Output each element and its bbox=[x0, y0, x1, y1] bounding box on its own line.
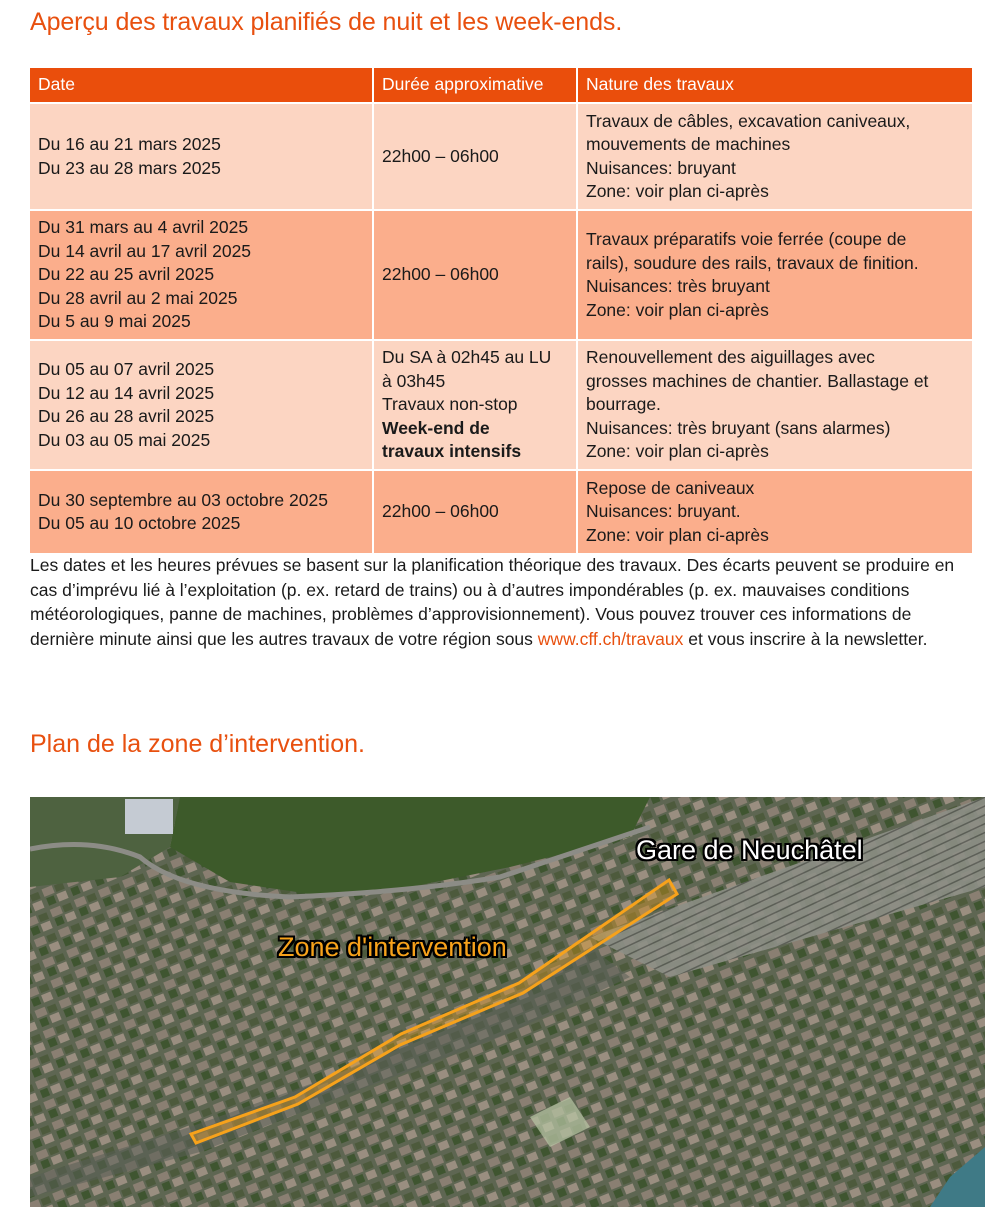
duration-cell bbox=[374, 211, 578, 341]
nature-text: Travaux préparatifs voie ferrée (coupe de bbox=[586, 229, 907, 249]
works-schedule-table bbox=[30, 68, 972, 555]
map-section-title: Plan de la zone d’intervention. bbox=[30, 730, 365, 758]
duration-emphasis: Week-end de bbox=[382, 417, 490, 438]
date-range: Du 28 avril au 2 mai 2025 bbox=[38, 287, 238, 308]
nature-text: bourrage. bbox=[586, 394, 661, 415]
date-range: Du 12 au 14 avril 2025 bbox=[38, 382, 215, 403]
date-cell bbox=[30, 471, 374, 555]
zone-label: Zone d'intervention bbox=[278, 932, 507, 962]
duration-cell bbox=[374, 341, 578, 471]
nature-cell bbox=[578, 471, 972, 555]
nature-cell bbox=[578, 211, 972, 341]
date-range: Du 16 au 21 mars 2025 bbox=[38, 134, 221, 154]
column-header-nature: Nature des travaux bbox=[578, 68, 972, 104]
date-cell bbox=[30, 211, 374, 341]
nature-text: Nuisances: bruyant bbox=[586, 157, 736, 178]
date-range: Du 05 au 10 octobre 2025 bbox=[38, 513, 241, 533]
table-header-row bbox=[30, 68, 972, 104]
date-range: Du 22 au 25 avril 2025 bbox=[38, 264, 215, 285]
table-row bbox=[30, 341, 972, 471]
nature-text: Nuisances: très bruyant (sans alarmes) bbox=[586, 417, 891, 438]
cff-travaux-link[interactable]: www.cff.ch/travaux bbox=[537, 628, 684, 649]
nature-text: Nuisances: très bruyant bbox=[586, 276, 770, 296]
date-range: Du 23 au 28 mars 2025 bbox=[38, 157, 221, 178]
duration-text: 22h00 – 06h00 bbox=[382, 501, 499, 522]
nature-text: Renouvellement des aiguillages avec bbox=[586, 347, 875, 368]
duration-text: 22h00 – 06h00 bbox=[382, 264, 499, 285]
duration-cell bbox=[374, 471, 578, 555]
date-cell bbox=[30, 104, 374, 211]
column-header-duration: Durée approximative bbox=[374, 68, 578, 104]
building-roof bbox=[125, 799, 173, 834]
table-row bbox=[30, 211, 972, 341]
duration-text: 22h00 – 06h00 bbox=[382, 145, 499, 166]
nature-text: Nuisances: bruyant. bbox=[586, 501, 741, 522]
table-row bbox=[30, 471, 972, 555]
duration-cell bbox=[374, 104, 578, 211]
nature-text: mouvements de machines bbox=[586, 134, 791, 154]
date-range: Du 14 avril au 17 avril 2025 bbox=[38, 240, 252, 261]
table-row bbox=[30, 104, 972, 211]
nature-text: grosses machines de chantier. Ballastage et bbox=[586, 370, 929, 391]
duration-text: à 03h45 bbox=[382, 370, 446, 391]
date-range: Du 03 au 05 mai 2025 bbox=[38, 429, 211, 450]
nature-text: rails), soudure des rails, travaux de finition. bbox=[586, 252, 919, 273]
column-header-date: Date bbox=[30, 68, 374, 104]
page-title: Aperçu des travaux planifiés de nuit et les week-ends. bbox=[30, 8, 623, 36]
nature-text: Zone: voir plan ci-après bbox=[586, 524, 769, 545]
nature-text: Zone: voir plan ci-après bbox=[586, 441, 769, 462]
disclaimer-text-end: et vous inscrire à la newsletter. bbox=[683, 628, 928, 649]
aerial-map bbox=[30, 797, 985, 1207]
date-range: Du 26 au 28 avril 2025 bbox=[38, 406, 215, 426]
nature-cell bbox=[578, 341, 972, 471]
nature-text: Travaux de câbles, excavation caniveaux, bbox=[586, 110, 911, 131]
duration-text: Travaux non-stop bbox=[382, 394, 518, 415]
disclaimer-text: Les dates et les heures prévues se basent sur la planification théorique des travaux. Des écarts peuvent se produire en cas d’imprévu lié à l’exploitation (p. ex. retard de trains) ou à d’autres impondérables (p. ex. mauvaises conditions météorologiques, panne de machines, problèmes d’approvisionnement). Vous pouvez trouver ces informations de dernière minute ainsi que les autres travaux de votre région sous bbox=[30, 555, 955, 649]
nature-text: Repose de caniveaux bbox=[586, 477, 755, 498]
duration-emphasis: travaux intensifs bbox=[382, 441, 522, 462]
station-label: Gare de Neuchâtel bbox=[636, 835, 863, 865]
date-range: Du 30 septembre au 03 octobre 2025 bbox=[38, 489, 328, 510]
nature-text: Zone: voir plan ci-après bbox=[586, 299, 769, 320]
disclaimer-paragraph bbox=[30, 553, 980, 651]
nature-cell bbox=[578, 104, 972, 211]
date-range: Du 05 au 07 avril 2025 bbox=[38, 359, 215, 379]
date-cell bbox=[30, 341, 374, 471]
duration-text: Du SA à 02h45 au LU bbox=[382, 347, 552, 368]
date-range: Du 31 mars au 4 avril 2025 bbox=[38, 217, 249, 238]
nature-text: Zone: voir plan ci-après bbox=[586, 181, 769, 201]
date-range: Du 5 au 9 mai 2025 bbox=[38, 311, 191, 332]
